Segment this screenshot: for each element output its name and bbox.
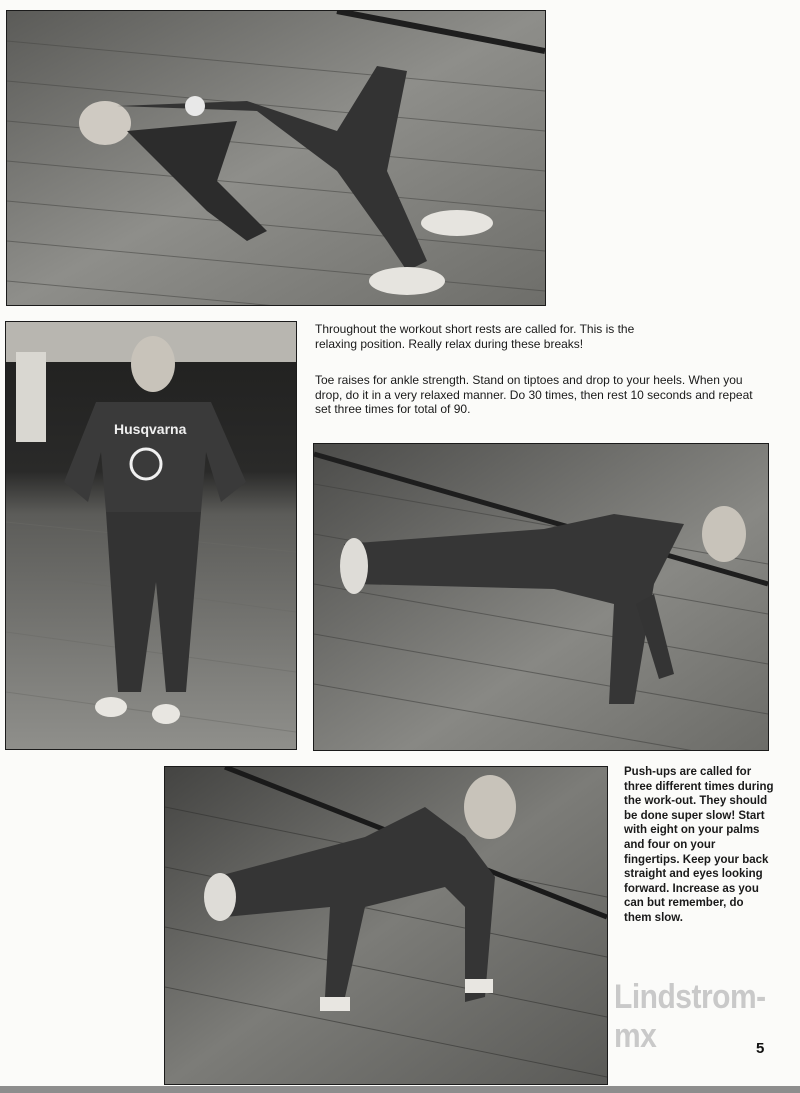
jersey-text: Husqvarna (114, 421, 187, 437)
caption-relaxing: Throughout the workout short rests are called for. This is the relaxing position. Really relax during these breaks! (315, 322, 635, 351)
caption-toe-raises: Toe raises for ankle strength. Stand on tiptoes and drop to your heels. When you drop, do it in a very relaxed manner. Do 30 times, then rest 10 seconds and repeat set three times for total of 90. (315, 373, 753, 416)
photo-standing-toe-raises (5, 321, 297, 750)
bottom-rule (0, 1086, 800, 1093)
caption-pushups: Push-ups are called for three different times during the work-out. They should be done super slow! Start with eight on your palms and four on your fingertips. Keep your back straight and eyes looking forward. Increase as you can but remember, do them slow. (624, 766, 774, 924)
watermark: Lindstrom-mx (614, 978, 766, 1056)
photo-relaxing-position (6, 10, 546, 306)
pushup-fingertips-man-icon (165, 767, 607, 1084)
page-number: 5 (756, 1040, 765, 1057)
photo-pushup-palms (313, 443, 769, 751)
reclining-man-icon (7, 11, 545, 305)
photo-pushup-fingertips (164, 766, 608, 1085)
pushup-man-icon (314, 444, 768, 750)
standing-man-icon (6, 322, 296, 749)
